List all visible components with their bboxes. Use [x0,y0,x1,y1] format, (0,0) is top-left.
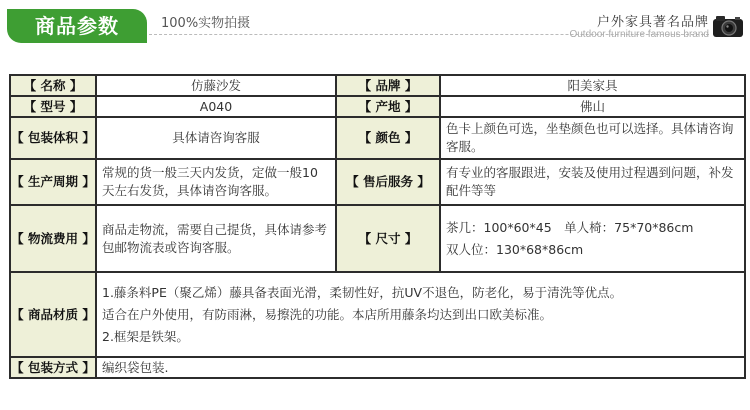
production-cycle-label: 【 生产周期 】 [10,159,96,205]
color-value: 色卡上颜色可选，坐垫颜色也可以选择。具体请咨询客服。 [440,117,745,159]
table-row [10,117,745,159]
packing-label: 【 包装方式 】 [10,357,96,378]
section-header [0,0,750,50]
table-row [10,75,745,96]
table-row [10,96,745,117]
material-label: 【 商品材质 】 [10,272,96,357]
material-line: 适合在户外使用，有防雨淋，易擦洗的功能。本店所用藤条均达到出口欧美标准。 [102,306,553,322]
brand-tagline: 户外家具著名品牌 [596,15,709,30]
logistics-value: 商品走物流，需要自己提货，具体请参考包邮物流表或咨询客服。 [96,205,336,272]
table-row [10,272,745,357]
color-label: 【 颜色 】 [336,117,440,159]
origin-value: 佛山 [440,96,745,117]
size-line: 茶几：100*60*45 单人椅：75*70*86cm [446,219,694,235]
package-size-label: 【 包装体积 】 [10,117,96,159]
brand-tagline-en: Outdoor furniture famous brand [569,29,709,40]
model-label: 【 型号 】 [10,96,96,117]
table-row [10,205,745,272]
table-row [10,357,745,378]
origin-label: 【 产地 】 [336,96,440,117]
slogan-text: 100%实物拍摄 [161,16,251,31]
production-cycle-value: 常规的货一般三天内发货，定做一般10天左右发货，具体请咨询客服。 [96,159,336,205]
package-size-value: 具体请咨询客服 [96,117,336,159]
model-value: A040 [96,96,336,117]
size-value [440,205,745,272]
after-sale-value: 有专业的客服跟进，安装及使用过程遇到问题，补发配件等等 [440,159,745,205]
packing-value: 编织袋包装. [96,357,745,378]
brand-value: 阳美家具 [440,75,745,96]
spec-table [9,74,746,379]
material-value [96,272,745,357]
size-line: 双人位：130*68*86cm [446,241,584,257]
section-title: 商品参数 [7,9,147,43]
name-label: 【 名称 】 [10,75,96,96]
size-label: 【 尺寸 】 [336,205,440,272]
table-row [10,159,745,205]
logistics-label: 【 物流费用 】 [10,205,96,272]
camera-icon [712,14,744,38]
name-value: 仿藤沙发 [96,75,336,96]
brand-label: 【 品牌 】 [336,75,440,96]
material-line: 1.藤条料PE（聚乙烯）藤具备表面光滑，柔韧性好，抗UV不退色，防老化，易于清洗等优点。 [102,284,623,300]
material-line: 2.框架是铁架。 [102,328,189,344]
after-sale-label: 【 售后服务 】 [336,159,440,205]
